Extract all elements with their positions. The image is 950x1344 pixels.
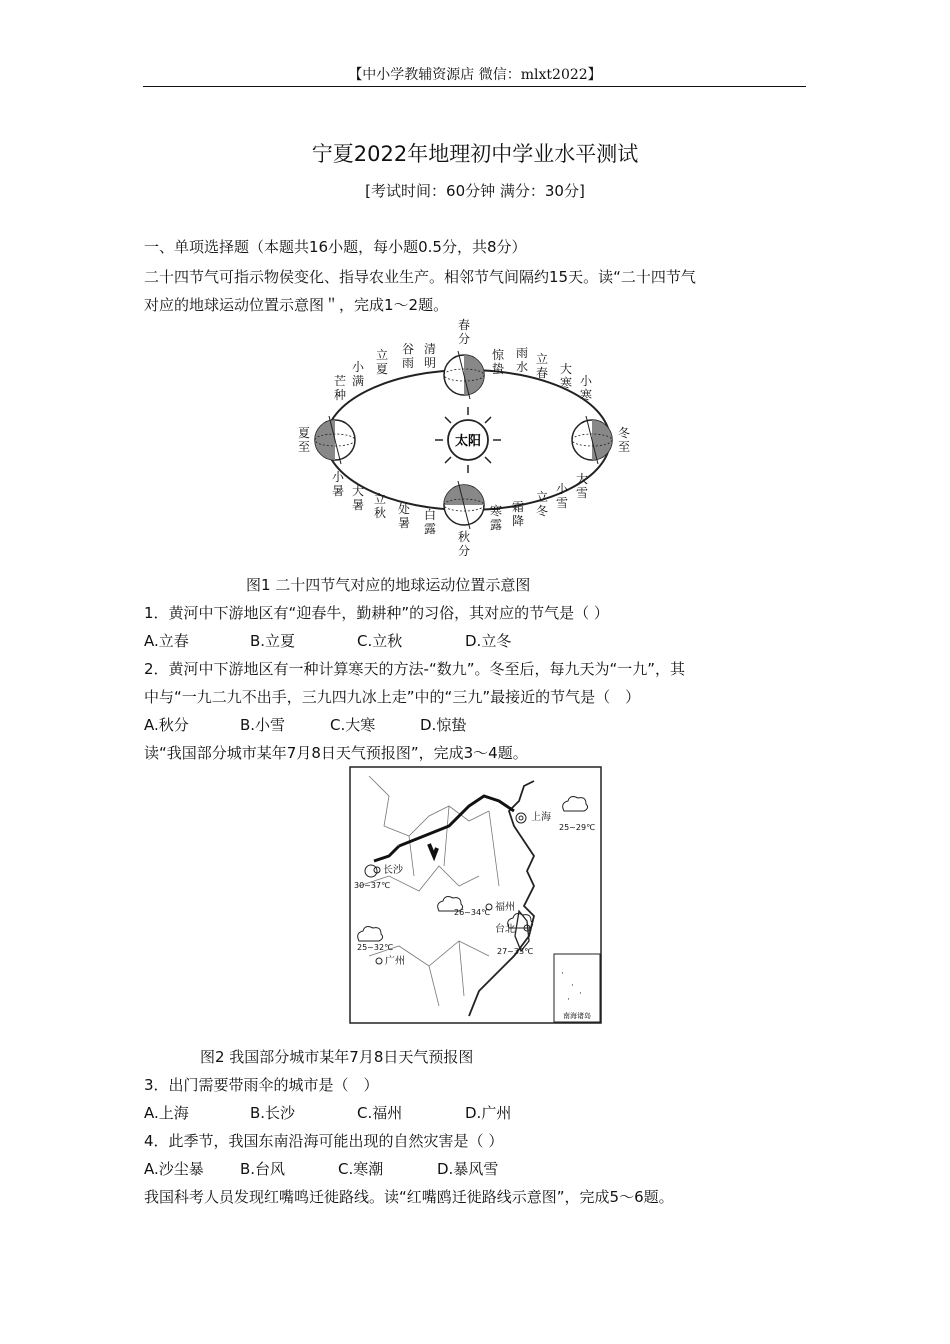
term-dashu: 大暑 xyxy=(351,484,365,512)
city-fuzhou: 福州 xyxy=(495,902,515,913)
term-chunfen: 春分 xyxy=(457,318,471,346)
q3-stem: 3．出门需要带雨伞的城市是（ ） xyxy=(144,1076,379,1094)
exam-info: [考试时间：60分钟 满分：30分] xyxy=(365,182,585,200)
term-xiaoshu: 小暑 xyxy=(331,470,345,498)
page-header: 【中小学教辅资源店 微信：mlxt2022】 xyxy=(348,67,602,83)
q4-option-a[interactable]: A.沙尘暴 xyxy=(144,1160,204,1178)
q3-option-d[interactable]: D.广州 xyxy=(465,1104,512,1122)
earth-summer-icon xyxy=(315,416,355,464)
term-yushui: 雨水 xyxy=(515,346,529,374)
q4-option-d[interactable]: D.暴风雪 xyxy=(437,1160,499,1178)
q4-stem: 4．此季节，我国东南沿海可能出现的自然灾害是（ ） xyxy=(144,1132,504,1150)
term-bailu: 白露 xyxy=(423,508,437,536)
header-rule xyxy=(143,86,806,87)
svg-text:·: · xyxy=(571,981,574,991)
svg-text:·: · xyxy=(561,969,564,979)
figure2-caption: 图2 我国部分城市某年7月8日天气预报图 xyxy=(200,1048,474,1066)
q1-stem: 1．黄河中下游地区有“迎春牛，勤耕种”的习俗，其对应的节气是（ ） xyxy=(144,604,609,622)
sun-label: 太阳 xyxy=(454,434,482,449)
q4-option-b[interactable]: B.台风 xyxy=(240,1160,286,1178)
intro-line-2: 对应的地球运动位置示意图＂，完成1～2题。 xyxy=(144,296,449,314)
term-lixia: 立夏 xyxy=(375,348,389,376)
weather-map xyxy=(349,766,602,1024)
page-title: 宁夏2022年地理初中学业水平测试 xyxy=(311,142,639,166)
term-xiaoman: 小满 xyxy=(351,360,365,388)
term-lichun: 立春 xyxy=(535,352,549,380)
q3-option-c[interactable]: C.福州 xyxy=(357,1104,403,1122)
q1-option-d[interactable]: D.立冬 xyxy=(465,632,512,650)
intro-line-1: 二十四节气可指示物侯变化、指导农业生产。相邻节气间隔约15天。读“二十四节气 xyxy=(144,268,696,286)
term-hanlu: 寒露 xyxy=(489,504,503,532)
term-xiaohan: 小寒 xyxy=(579,374,593,402)
term-xiazhi: 夏至 xyxy=(297,426,311,454)
q2-stem-1: 2．黄河中下游地区有一种计算寒天的方法-“数九”。冬至后，每九天为“一九”，其 xyxy=(144,660,686,678)
earth-spring-icon xyxy=(444,351,484,399)
solar-terms-diagram xyxy=(290,315,650,565)
term-liqiu: 立秋 xyxy=(373,492,387,520)
temp-shanghai: 25~29℃ xyxy=(559,823,596,832)
svg-text:·: · xyxy=(567,995,570,1005)
svg-text:·: · xyxy=(579,989,582,999)
intro-q3-4: 读“我国部分城市某年7月8日天气预报图”，完成3～4题。 xyxy=(144,744,528,762)
term-jingzhe: 惊蛰 xyxy=(491,348,505,376)
city-taibei: 台北 xyxy=(495,924,515,935)
earth-autumn-icon xyxy=(444,481,484,529)
temp-changsha: 30~37℃ xyxy=(354,881,391,890)
figure1-caption: 图1 二十四节气对应的地球运动位置示意图 xyxy=(246,576,531,594)
intro-q5-6: 我国科考人员发现红嘴鸣迁徙路线。读“红嘴鸥迁徙路线示意图”，完成5～6题。 xyxy=(144,1188,674,1206)
temp-taibei: 27~33℃ xyxy=(497,947,534,956)
temp-fuzhou: 26~34℃ xyxy=(454,908,491,917)
term-xiaoxue: 小雪 xyxy=(555,482,569,510)
term-dahan: 大寒 xyxy=(559,362,573,390)
term-chushu: 处暑 xyxy=(397,502,411,530)
q2-option-b[interactable]: B.小雪 xyxy=(240,716,286,734)
term-qingming: 清明 xyxy=(423,342,437,370)
inset-label: 南海诸岛 xyxy=(563,1012,591,1020)
term-shuangjiang: 霜降 xyxy=(511,500,525,528)
term-dongzhi: 冬至 xyxy=(617,426,631,454)
q2-option-d[interactable]: D.惊蛰 xyxy=(420,716,467,734)
q2-option-a[interactable]: A.秋分 xyxy=(144,716,189,734)
term-mangzhong: 芒种 xyxy=(333,374,347,402)
q2-option-c[interactable]: C.大寒 xyxy=(330,716,376,734)
sun-icon xyxy=(435,407,501,473)
q3-option-b[interactable]: B.长沙 xyxy=(250,1104,296,1122)
q1-option-c[interactable]: C.立秋 xyxy=(357,632,403,650)
term-qiufen: 秋分 xyxy=(457,530,471,558)
section-heading: 一、单项选择题（本题共16小题，每小题0.5分，共8分） xyxy=(144,238,527,256)
q1-option-b[interactable]: B.立夏 xyxy=(250,632,296,650)
term-daxue: 大雪 xyxy=(575,472,589,500)
term-guyu: 谷雨 xyxy=(401,342,415,370)
term-lidong: 立冬 xyxy=(535,490,549,518)
city-changsha: 长沙 xyxy=(383,865,403,876)
q1-option-a[interactable]: A.立春 xyxy=(144,632,189,650)
q3-option-a[interactable]: A.上海 xyxy=(144,1104,189,1122)
temp-guangzhou: 25~32℃ xyxy=(357,943,394,952)
city-shanghai: 上海 xyxy=(531,812,551,823)
q4-option-c[interactable]: C.寒潮 xyxy=(338,1160,384,1178)
q2-stem-2: 中与“一九二九不出手，三九四九冰上走”中的“三九”最接近的节气是（ ） xyxy=(144,688,641,706)
city-guangzhou: 广州 xyxy=(385,956,405,967)
